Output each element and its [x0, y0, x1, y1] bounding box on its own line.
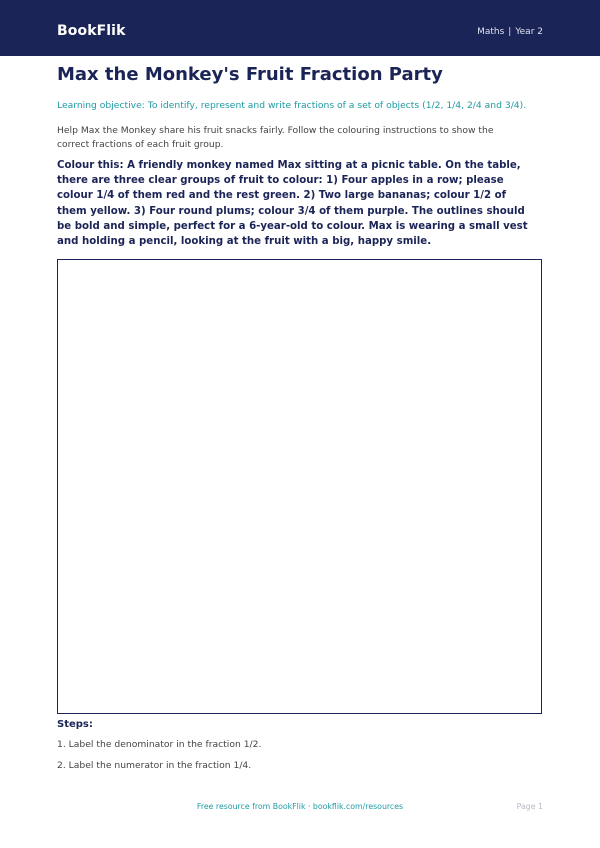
brand-logo-text[interactable]: BookFlik: [57, 23, 126, 39]
learning-objective: Learning objective: To identify, represent and write fractions of a set of objects (1/2, 1/4, 2/4 and 3/4).: [57, 100, 527, 111]
step-item: 2. Label the numerator in the fraction 1/4.: [57, 760, 252, 771]
meta-separator: |: [508, 27, 512, 37]
page-number: Page 1: [516, 802, 543, 811]
colouring-instructions: Colour this: A friendly monkey named Max sitting at a picnic table. On the table, there are three clear groups of fruit to colour: 1) Four apples in a row; please colour 1/4 of them red and the rest green. 2) Two large bananas; colour 1/2 of them yellow. 3) Four round plums; colour 3/4 of them purple. The outlines should be bold and simple, perfect for a 6-year-old to colour. Max is wearing a small vest and holding a pencil, looking at the fruit with a big, happy smile.: [57, 160, 528, 248]
subject-label: Maths: [477, 27, 505, 37]
worksheet-title: Max the Monkey's Fruit Fraction Party: [57, 64, 443, 85]
page-header: [0, 0, 600, 56]
steps-list: [57, 739, 537, 781]
subject-year-meta: [477, 27, 543, 37]
intro-text: Help Max the Monkey share his fruit snacks fairly. Follow the colouring instructions to show the correct fractions of each fruit group.: [57, 125, 494, 150]
step-item: 1. Label the denominator in the fraction 1/2.: [57, 739, 262, 750]
year-label: Year 2: [515, 27, 543, 37]
colouring-area-frame[interactable]: [57, 259, 542, 714]
footer-credit-link[interactable]: Free resource from BookFlik · bookflik.com/resources: [196, 802, 404, 811]
steps-heading: Steps:: [57, 719, 93, 730]
